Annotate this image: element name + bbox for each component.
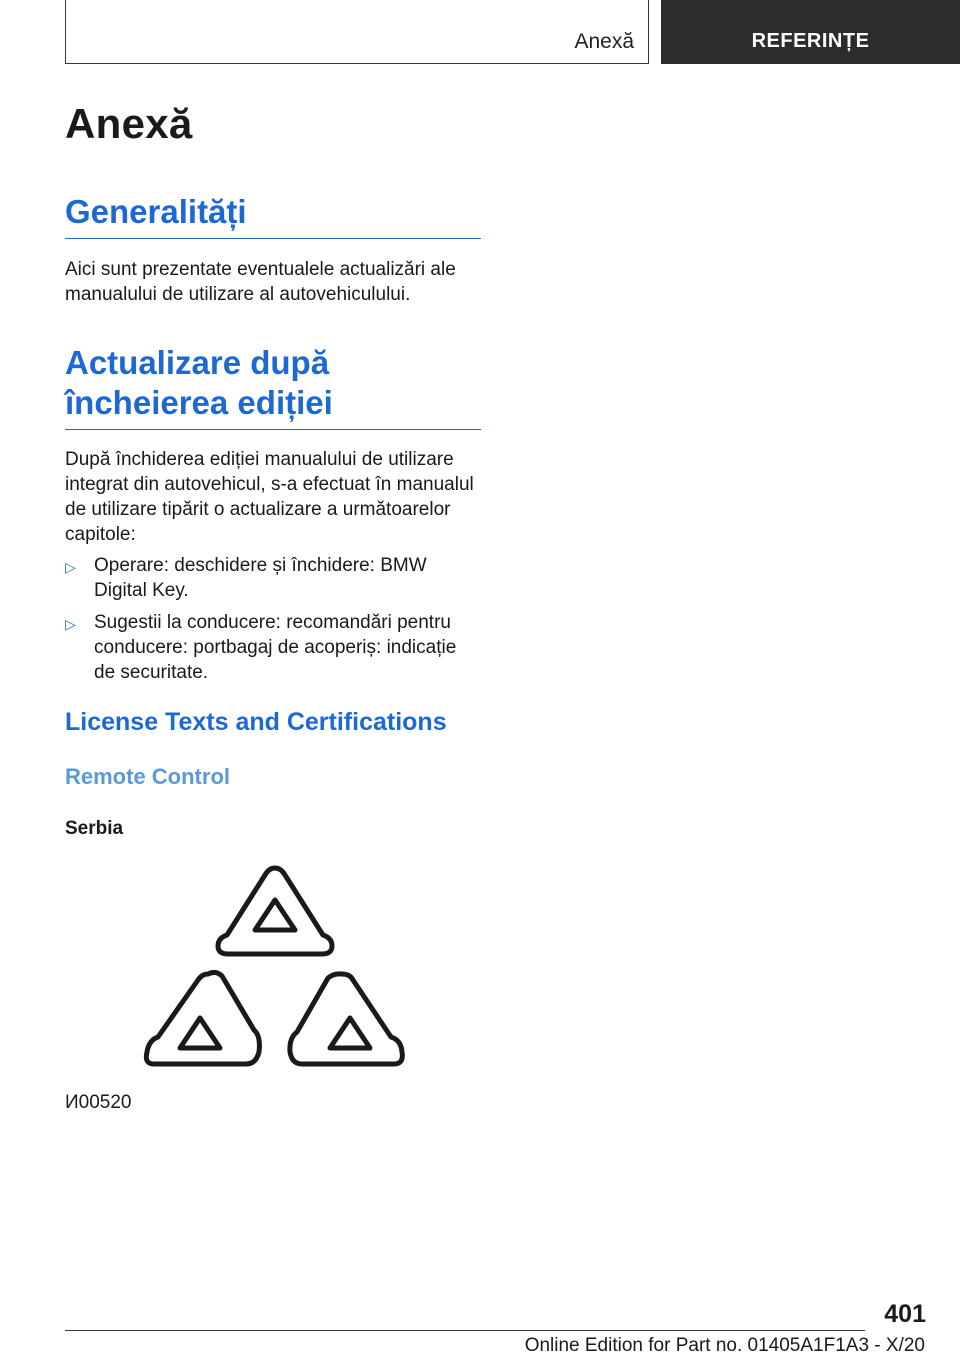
list-item xyxy=(65,610,481,685)
footer-edition-text: Online Edition for Part no. 01405A1F1A3 - X/20 xyxy=(524,1335,925,1356)
triangle-right-outline-icon: ▷ xyxy=(65,559,76,575)
triangle-right-outline-icon: ▷ xyxy=(65,616,76,632)
header-chapter-label: Anexă xyxy=(574,30,634,53)
footer-divider xyxy=(65,1330,865,1331)
section-title-update: Actualizare după încheierea ediției xyxy=(65,343,481,430)
header-section-label: REFERINȚE xyxy=(751,30,870,52)
section-title-general: Generalități xyxy=(65,192,481,239)
country-label: Serbia xyxy=(65,818,124,839)
serbia-certification-triangles-icon xyxy=(140,860,410,1075)
page-number: 401 xyxy=(884,1300,926,1328)
list-item-text: Sugestii la conducere: recomandări pentru conducere: portbagaj de acoperiș: indicație de securitate. xyxy=(94,612,457,683)
header-chapter-box xyxy=(65,0,649,64)
section-title-license: License Texts and Certifications xyxy=(65,708,447,736)
list-item-text: Operare: deschidere și închidere: BMW Digital Key. xyxy=(94,555,427,601)
section-body-update: După închiderea ediției manualului de utilizare integrat din autovehicul, s-a efectuat în manualul de utilizare tipărit o actualizare a următoarelor capitole: xyxy=(65,449,474,545)
subsection-title-remote-control: Remote Control xyxy=(65,764,230,789)
section-body-general: Aici sunt prezentate eventualele actualizări ale manualului de utilizare al autovehiculului. xyxy=(65,259,456,305)
list-item xyxy=(65,553,481,603)
image-id-label: И00520 xyxy=(65,1092,132,1113)
page-title: Anexă xyxy=(65,100,193,147)
header-section-tab[interactable] xyxy=(661,0,960,64)
